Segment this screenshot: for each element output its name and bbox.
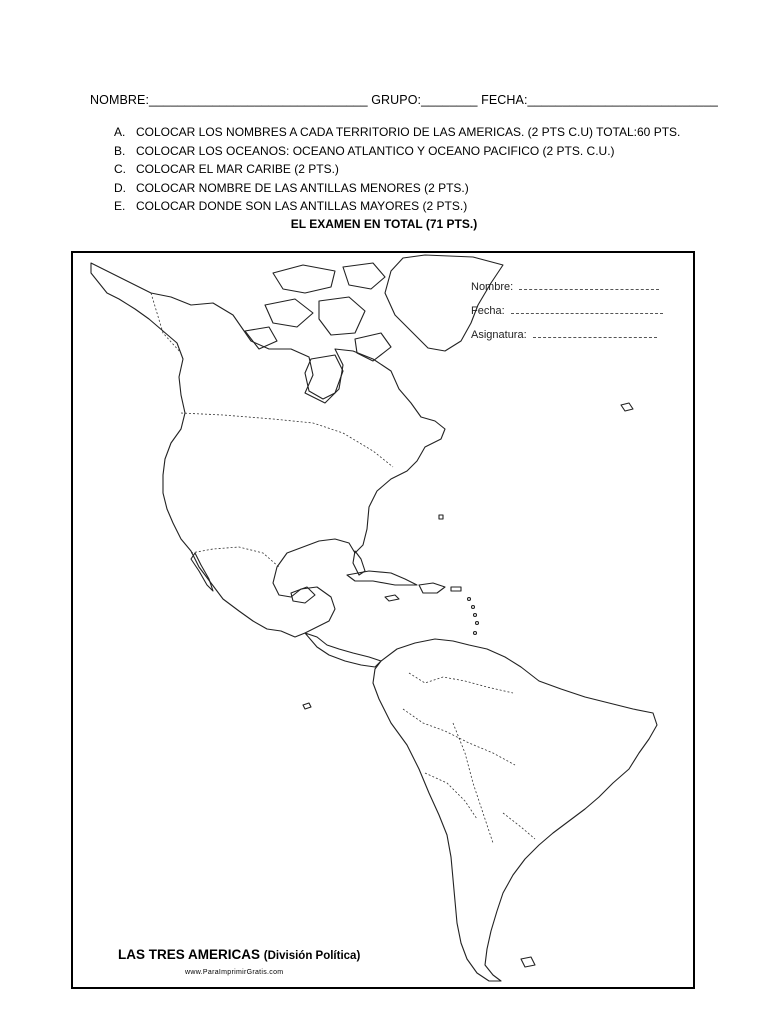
galapagos-islands bbox=[303, 703, 311, 709]
exam-total: EL EXAMEN EN TOTAL (71 PTS.) bbox=[290, 217, 478, 231]
arctic-island bbox=[355, 333, 391, 361]
arctic-island bbox=[265, 299, 313, 327]
instruction-text: COLOCAR DONDE SON LAS ANTILLAS MAYORES (2 PTS.) bbox=[136, 199, 468, 213]
azores-islands bbox=[621, 403, 633, 411]
map-fecha-label: Fecha: bbox=[471, 305, 505, 317]
map-source-url: www.ParaImprimirGratis.com bbox=[185, 969, 284, 976]
south-america-outline bbox=[373, 639, 657, 981]
instruction-text: COLOCAR EL MAR CARIBE (2 PTS.) bbox=[136, 162, 339, 176]
map-fecha-blank bbox=[511, 304, 663, 314]
map-asignatura-label: Asignatura: bbox=[471, 329, 527, 341]
americas-map bbox=[71, 251, 695, 989]
instruction-letter: E. bbox=[114, 199, 126, 213]
instruction-letter: C. bbox=[114, 162, 126, 176]
north-america-outline bbox=[91, 263, 445, 637]
map-title-main: LAS TRES AMERICAS bbox=[118, 947, 261, 962]
instruction-text: COLOCAR LOS OCEANOS: OCEANO ATLANTICO Y OCEANO PACIFICO (2 PTS. C.U.) bbox=[136, 143, 615, 158]
hudson-bay-outline bbox=[305, 355, 343, 399]
map-asignatura-field bbox=[471, 328, 657, 341]
falkland-islands bbox=[521, 957, 535, 967]
instruction-text: COLOCAR NOMBRE DE LAS ANTILLAS MENORES (2 PTS.) bbox=[136, 180, 469, 195]
instruction-letter: D. bbox=[114, 180, 126, 195]
instruction-item bbox=[114, 160, 680, 179]
instruction-letter: A. bbox=[114, 125, 126, 139]
arctic-island bbox=[319, 297, 365, 335]
central-america-outline bbox=[305, 633, 381, 667]
lesser-antilles-island bbox=[474, 632, 477, 635]
map-nombre-field bbox=[471, 280, 659, 293]
south-america-borders bbox=[403, 673, 535, 843]
jamaica-outline bbox=[385, 595, 399, 601]
yucatan-outline bbox=[291, 587, 315, 603]
canada-usa-border bbox=[181, 413, 393, 467]
lesser-antilles-island bbox=[476, 622, 479, 625]
cuba-outline bbox=[347, 571, 417, 585]
arctic-island bbox=[343, 263, 385, 289]
map-nombre-label: Nombre: bbox=[471, 281, 514, 293]
puerto-rico-outline bbox=[451, 587, 461, 591]
lesser-antilles-island bbox=[472, 606, 475, 609]
bermuda-island bbox=[439, 515, 443, 519]
florida-outline bbox=[353, 551, 365, 575]
map-title-subtitle: (División Política) bbox=[263, 950, 361, 962]
hispaniola-outline bbox=[419, 583, 445, 593]
alaska-canada-border bbox=[151, 293, 181, 353]
lesser-antilles-island bbox=[474, 614, 477, 617]
instruction-list bbox=[114, 123, 680, 216]
instruction-item bbox=[114, 197, 680, 216]
instruction-letter: B. bbox=[114, 143, 126, 158]
arctic-island bbox=[273, 265, 335, 293]
instruction-item bbox=[114, 179, 680, 198]
instruction-text: COLOCAR LOS NOMBRES A CADA TERRITORIO DE LAS AMERICAS. (2 PTS C.U) TOTAL:60 PTS. bbox=[136, 125, 681, 139]
map-asignatura-blank bbox=[533, 328, 657, 338]
lesser-antilles-island bbox=[468, 598, 471, 601]
instruction-item bbox=[114, 123, 680, 142]
map-fecha-field bbox=[471, 304, 663, 317]
map-nombre-blank bbox=[519, 280, 659, 290]
americas-outline-map bbox=[73, 253, 693, 987]
instruction-item bbox=[114, 142, 680, 161]
map-title bbox=[118, 947, 360, 962]
usa-mexico-border bbox=[191, 547, 279, 567]
student-info-line: NOMBRE:_______________________________ GRUPO:________ FECHA:___________________________ bbox=[90, 93, 718, 107]
